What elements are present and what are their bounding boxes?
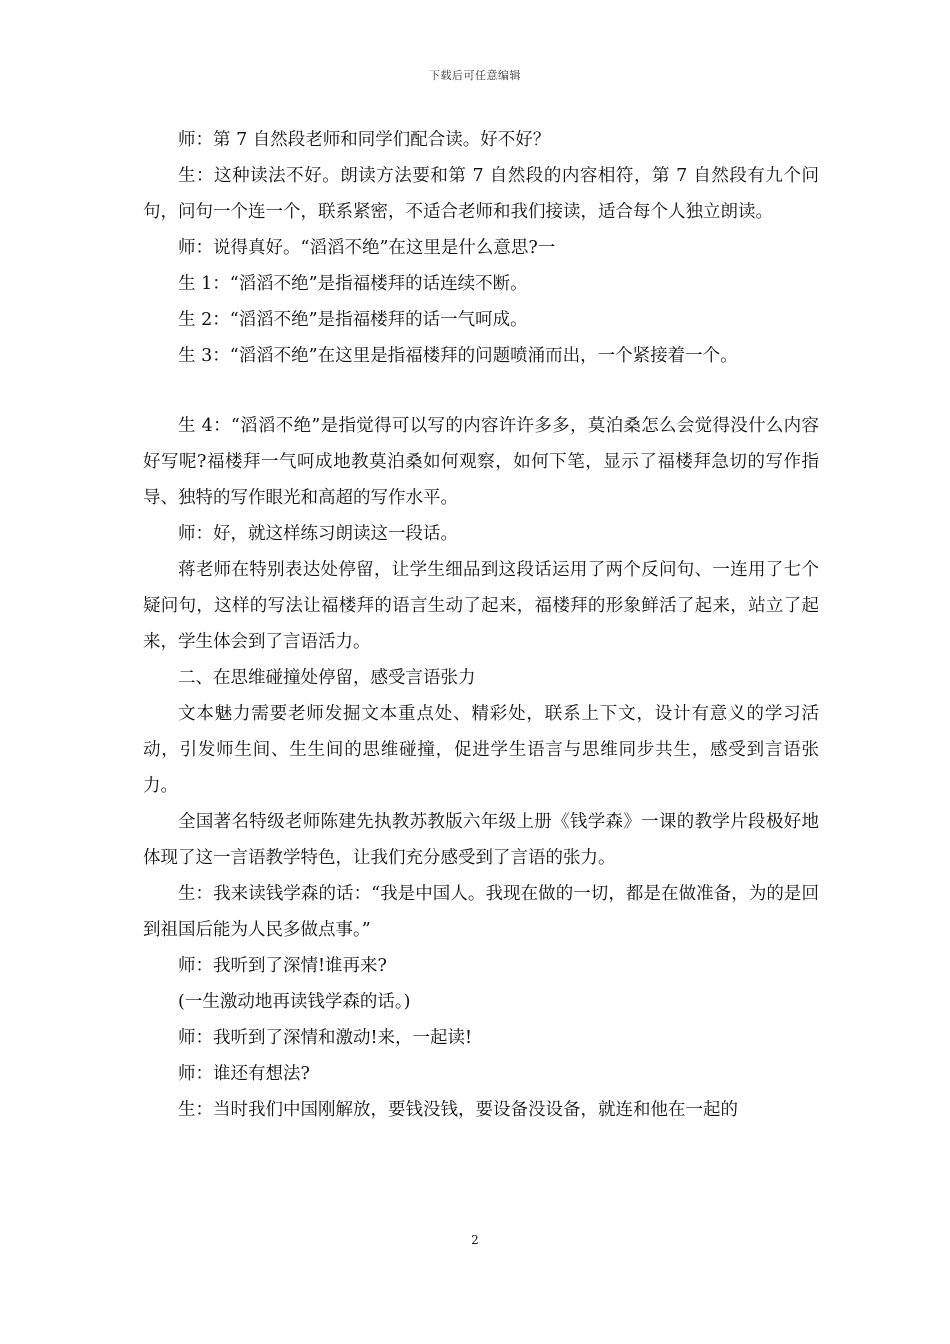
- paragraph-1: 师：第 7 自然段老师和同学们配合读。好不好？: [178, 130, 551, 150]
- paragraph-17: 师：谁还有想法?: [178, 1064, 310, 1084]
- page-number: 2: [471, 1233, 479, 1247]
- paragraph-13: 生：我来读钱学森的话：“我是中国人。我现在做的一切，都是在做准备，为的是回到祖国后能为人民多做点事。”: [143, 884, 819, 940]
- paragraph-7: 生 4：“滔滔不绝”是指觉得可以写的内容许许多多，莫泊桑怎么会觉得没什么内容好写呢?福楼拜一气呵成地教莫泊桑如何观察，如何下笔，显示了福楼拜急切的写作指导、独特的写作眼光和高超的写作水平。: [143, 416, 819, 508]
- page-header: 下载后可任意编辑: [429, 69, 521, 82]
- paragraph-3: 师：说得真好。“滔滔不绝”在这里是什么意思?一: [178, 238, 556, 258]
- paragraph-15: (一生激动地再读钱学森的话。): [178, 992, 411, 1012]
- paragraph-2: 生：这种读法不好。朗读方法要和第 7 自然段的内容相符，第 7 自然段有九个问句，问句一个连一个，联系紧密，不适合老师和我们接读，适合每个人独立朗读。: [143, 166, 819, 222]
- paragraph-6: 生 3：“滔滔不绝”在这里是指福楼拜的问题喷涌而出，一个紧接着一个。: [178, 346, 738, 366]
- paragraph-11: 文本魅力需要老师发掘文本重点处、精彩处，联系上下文，设计有意义的学习活动，引发师生间、生生间的思维碰撞，促进学生语言与思维同步共生，感受到言语张力。: [143, 704, 819, 796]
- paragraph-9: 蒋老师在特别表达处停留，让学生细品到这段话运用了两个反问句、一连用了七个疑问句，这样的写法让福楼拜的语言生动了起来，福楼拜的形象鲜活了起来，站立了起来，学生体会到了言语活力。: [143, 560, 819, 652]
- paragraph-4: 生 1：“滔滔不绝”是指福楼拜的话连续不断。: [178, 274, 528, 294]
- paragraph-14: 师：我听到了深情!谁再来?: [178, 956, 387, 976]
- paragraph-5: 生 2：“滔滔不绝”是指福楼拜的话一气呵成。: [178, 310, 528, 330]
- paragraph-16: 师：我听到了深情和激动!来，一起读!: [178, 1028, 473, 1048]
- section-heading: 二、在思维碰撞处停留，感受言语张力: [178, 668, 476, 688]
- paragraph-18: 生：当时我们中国刚解放，要钱没钱，要设备没设备，就连和他在一起的: [178, 1100, 738, 1120]
- paragraph-12: 全国著名特级老师陈建先执教苏教版六年级上册《钱学森》一课的教学片段极好地体现了这一言语教学特色，让我们充分感受到了言语的张力。: [143, 812, 819, 868]
- paragraph-8: 师：好，就这样练习朗读这一段话。: [178, 524, 458, 544]
- document-body: [143, 122, 819, 1128]
